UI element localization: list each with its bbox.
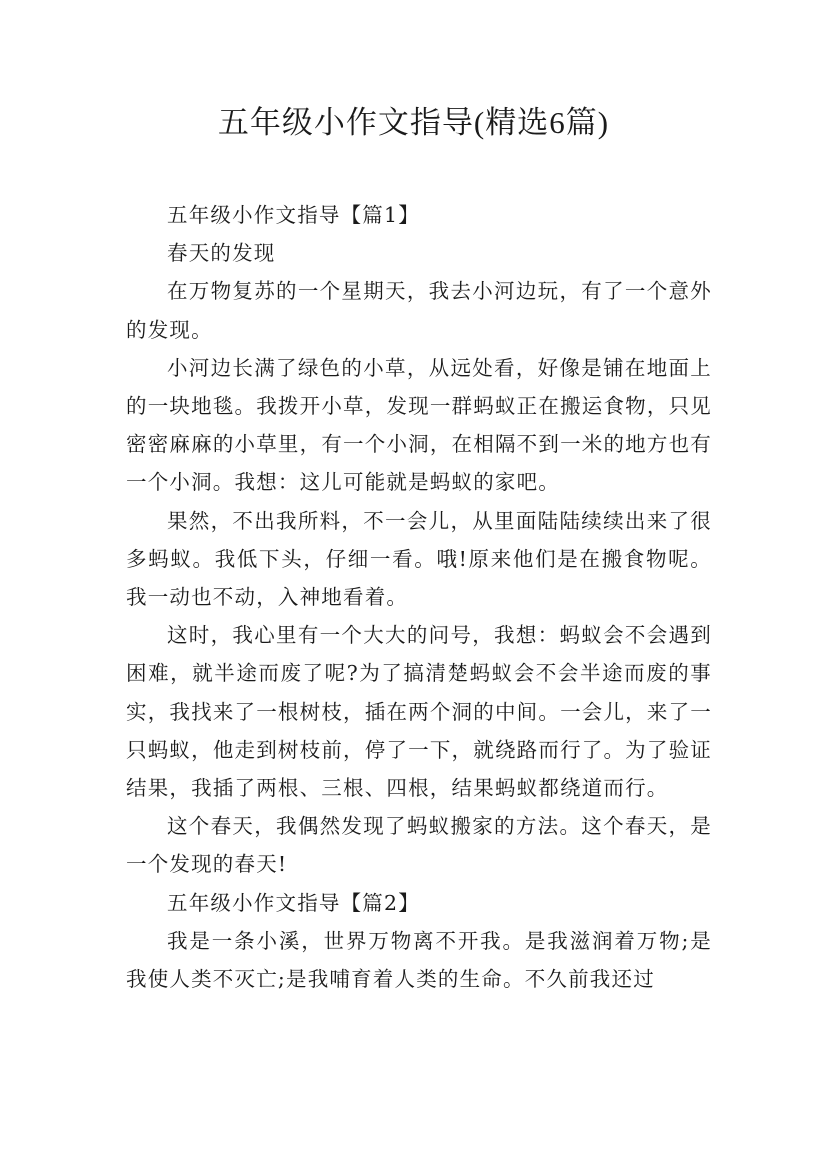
document-title: 五年级小作文指导(精选6篇) — [217, 105, 610, 140]
paragraph: 这时，我心里有一个大大的问号，我想：蚂蚁会不会遇到困难，就半途而废了呢?为了搞清楚蚂蚁会不会半途而废的事实，我找来了一根树枝，插在两个洞的中间。一会儿，来了一只蚂蚁，他走到树枝前，停了一下，就绕路而行了。为了验证结果，我插了两根、三根、四根，结果蚂蚁都绕道而行。 — [126, 623, 712, 801]
document-body — [126, 196, 712, 998]
paragraph: 果然，不出我所料，不一会儿，从里面陆陆续续出来了很多蚂蚁。我低下头，仔细一看。哦!原来他们是在搬食物呢。我一动也不动，入神地看着。 — [126, 508, 712, 610]
essay-title: 春天的发现 — [167, 241, 276, 266]
paragraph: 在万物复苏的一个星期天，我去小河边玩，有了一个意外的发现。 — [126, 279, 712, 342]
paragraph: 这个春天，我偶然发现了蚂蚁搬家的方法。这个春天，是一个发现的春天! — [126, 814, 712, 877]
section-heading-2: 五年级小作文指导【篇2】 — [167, 890, 420, 915]
paragraph: 小河边长满了绿色的小草，从远处看，好像是铺在地面上的一块地毯。我拨开小草，发现一群蚂蚁正在搬运食物，只见密密麻麻的小草里，有一个小洞，在相隔不到一米的地方也有一个小洞。我想：这儿可能就是蚂蚁的家吧。 — [126, 355, 712, 495]
section-heading-1: 五年级小作文指导【篇1】 — [167, 203, 420, 227]
paragraph: 我是一条小溪，世界万物离不开我。是我滋润着万物;是我使人类不灭亡;是我哺育着人类的生命。不久前我还过 — [126, 928, 712, 992]
